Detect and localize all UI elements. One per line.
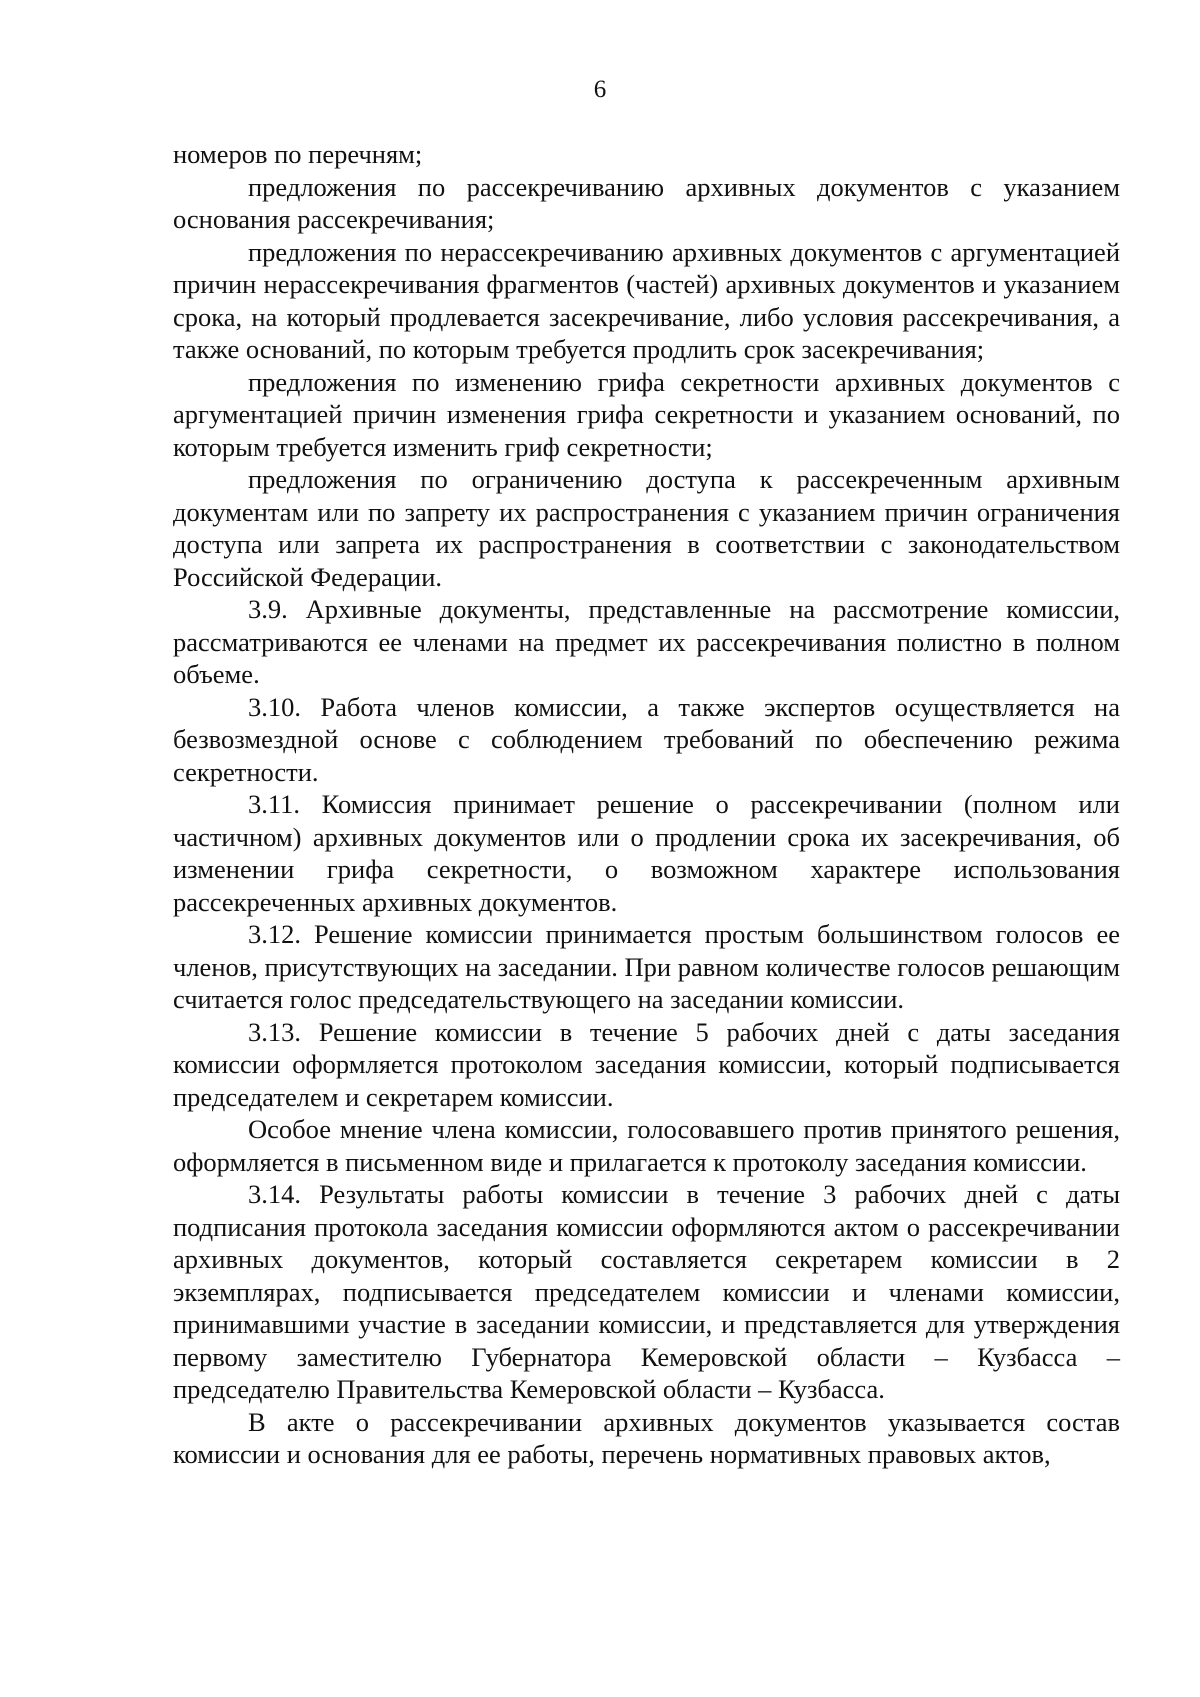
paragraph: Особое мнение члена комиссии, голосовавшего против принятого решения, оформляется в письменном виде и прилагается к протоколу заседания комиссии. bbox=[173, 1114, 1120, 1177]
paragraph: В акте о рассекречивании архивных документов указывается состав комиссии и основания для ее работы, перечень нормативных правовых актов, bbox=[173, 1406, 1120, 1469]
paragraph: 3.12. Решение комиссии принимается простым большинством голосов ее членов, присутствующих на заседании. При равном количестве голосов решающим считается голос председательствующего на заседании комиссии. bbox=[173, 919, 1120, 1014]
paragraph: 3.9. Архивные документы, представленные на рассмотрение комиссии, рассматриваются ее членами на предмет их рассекречивания полистно в полном объеме. bbox=[173, 594, 1120, 689]
paragraph: 3.10. Работа членов комиссии, а также экспертов осуществляется на безвозмездной основе с соблюдением требований по обеспечению режима секретности. bbox=[173, 691, 1120, 787]
page-number: 6 bbox=[593, 76, 607, 103]
paragraph: предложения по нерассекречиванию архивных документов с аргументацией причин нерассекречивания фрагментов (частей) архивных документов и указанием срока, на который продлевается засекречивание, либо условия рассекречивания, а также оснований, по которым требуется продлить срок засекречивания; bbox=[173, 236, 1120, 364]
paragraph: предложения по ограничению доступа к рассекреченным архивным документам или по запрету их распространения с указанием причин ограничения доступа или запрета их распространения в соответствии с законодательством Российской Федерации. bbox=[173, 464, 1120, 592]
paragraph: 3.11. Комиссия принимает решение о рассекречивании (полном или частичном) архивных документов или о продлении срока их засекречивания, об изменении грифа секретности, о возможном характере использования рассекреченных архивных документов. bbox=[173, 789, 1120, 917]
paragraph: предложения по изменению грифа секретности архивных документов с аргументацией причин изменения грифа секретности и указанием оснований, по которым требуется изменить гриф секретности; bbox=[173, 366, 1120, 462]
paragraph: 3.14. Результаты работы комиссии в течение 3 рабочих дней с даты подписания протокола заседания комиссии оформляются актом о рассекречивании архивных документов, который составляется секретарем комиссии в 2 экземплярах, подписывается председателем комиссии и членами комиссии, принимавшими участие в заседании комиссии, и представляется для утверждения первому заместителю Губернатора Кемеровской области – Кузбасса – председателю Правительства Кемеровской области – Кузбасса. bbox=[173, 1179, 1120, 1404]
paragraph: номеров по перечням; bbox=[173, 139, 423, 169]
document-body bbox=[173, 138, 1120, 1471]
paragraph: предложения по рассекречиванию архивных документов с указанием основания рассекречивания; bbox=[173, 171, 1120, 234]
paragraph: 3.13. Решение комиссии в течение 5 рабочих дней с даты заседания комиссии оформляется протоколом заседания комиссии, который подписывается председателем и секретарем комиссии. bbox=[173, 1016, 1120, 1112]
